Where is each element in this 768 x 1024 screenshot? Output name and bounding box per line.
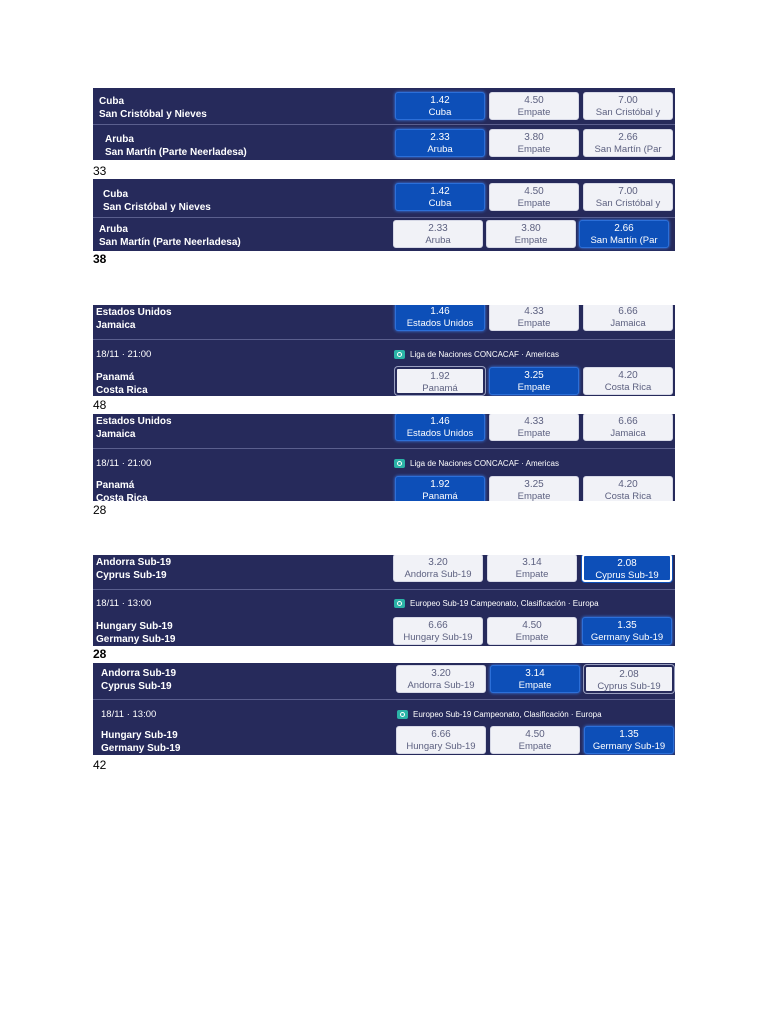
odd-button-away[interactable] [583, 414, 673, 441]
odd-button-away[interactable] [582, 617, 672, 645]
match-time: 18/11 · 13:00 [101, 709, 157, 720]
match-teams [103, 188, 211, 214]
odd-label: Costa Rica [604, 491, 652, 501]
odd-value: 2.66 [618, 132, 638, 143]
odd-value: 2.08 [619, 669, 639, 680]
match-row [93, 217, 675, 251]
odd-button-home[interactable] [395, 129, 485, 157]
odd-button-home[interactable] [396, 726, 486, 754]
match-teams [101, 729, 180, 755]
odd-label: Empate [517, 107, 551, 118]
odd-value: 3.25 [524, 479, 544, 490]
league-icon [394, 350, 405, 359]
odd-value: 1.92 [430, 479, 450, 490]
odd-value: 4.33 [524, 416, 544, 427]
match-teams [96, 479, 148, 501]
odd-value: 2.33 [428, 223, 448, 234]
odd-button-draw[interactable] [489, 183, 579, 211]
odd-button-home[interactable] [395, 92, 485, 120]
match-time: 18/11 · 21:00 [96, 349, 152, 360]
odd-button-draw[interactable] [487, 555, 577, 582]
odd-button-away[interactable] [583, 129, 673, 157]
odd-button-draw[interactable] [489, 305, 579, 331]
odd-label: Germany Sub-19 [592, 741, 666, 752]
match-time: 18/11 · 21:00 [96, 458, 152, 469]
odd-button-away[interactable] [583, 305, 673, 331]
odd-value: 4.50 [524, 95, 544, 106]
match-row [93, 88, 675, 124]
odd-button-draw[interactable] [486, 220, 576, 248]
match-row [93, 179, 675, 215]
odd-value: 4.20 [618, 370, 638, 381]
odd-label: Empate [517, 144, 551, 155]
odd-value: 3.80 [521, 223, 541, 234]
odd-value: 2.33 [430, 132, 450, 143]
caption: 42 [93, 758, 107, 772]
away-team: Cyprus Sub-19 [101, 681, 172, 692]
away-team: San Cristóbal y Nieves [99, 109, 207, 120]
odd-value: 4.33 [524, 306, 544, 317]
odd-value: 6.66 [428, 620, 448, 631]
odd-value: 3.20 [428, 557, 448, 568]
odd-value: 1.92 [430, 371, 450, 382]
odd-value: 1.42 [430, 95, 450, 106]
odd-label: Empate [514, 235, 548, 246]
away-team: Jamaica [96, 429, 136, 440]
match-teams [96, 556, 171, 582]
odd-label: Empate [515, 632, 549, 643]
odd-value: 7.00 [618, 95, 638, 106]
odd-button-home[interactable] [395, 476, 485, 501]
league-name: Europeo Sub-19 Campeonato, Clasificación · Europa [413, 710, 602, 719]
home-team: Andorra Sub-19 [101, 668, 177, 679]
odd-label: Hungary Sub-19 [403, 632, 473, 643]
odd-label: San Martín (Par [590, 235, 658, 246]
odd-value: 1.46 [430, 306, 450, 317]
odd-value: 4.50 [525, 729, 545, 740]
odd-button-away[interactable] [583, 183, 673, 211]
match-row [93, 339, 675, 396]
odd-value: 1.35 [619, 729, 639, 740]
odd-value: 1.42 [430, 186, 450, 197]
odd-label: San Cristóbal y [595, 198, 661, 209]
match-teams [96, 306, 172, 332]
odd-label: Germany Sub-19 [590, 632, 664, 643]
home-team: Cuba [103, 189, 128, 200]
caption: 38 [93, 252, 107, 266]
odd-button-home[interactable] [393, 617, 483, 645]
odd-label: Andorra Sub-19 [407, 680, 475, 691]
odd-button-draw[interactable] [487, 617, 577, 645]
match-teams [105, 133, 247, 159]
odd-value: 4.20 [618, 479, 638, 490]
home-team: Estados Unidos [96, 416, 172, 427]
league-name: Europeo Sub-19 Campeonato, Clasificación · Europa [410, 599, 599, 608]
match-row [93, 448, 675, 501]
match-teams [96, 371, 148, 396]
league-icon [394, 599, 405, 608]
odds-screenshot-3 [93, 305, 675, 396]
odd-label: Jamaica [610, 428, 646, 439]
odd-value: 2.08 [617, 558, 637, 569]
match-teams [96, 620, 175, 646]
odd-label: Costa Rica [604, 382, 652, 393]
odd-button-away[interactable] [584, 665, 674, 693]
odd-button-draw[interactable] [489, 367, 579, 395]
caption: 28 [93, 647, 107, 661]
match-row [93, 305, 675, 339]
odd-button-draw[interactable] [489, 414, 579, 441]
match-row [93, 124, 675, 160]
league-label [397, 710, 602, 719]
odd-label: Empate [517, 382, 551, 393]
match-row [93, 589, 675, 646]
odd-button-draw[interactable] [490, 726, 580, 754]
odd-value: 2.66 [614, 223, 634, 234]
home-team: Aruba [105, 134, 134, 145]
league-icon [394, 459, 405, 468]
odd-label: Estados Unidos [406, 318, 474, 329]
odd-label: San Cristóbal y [595, 107, 661, 118]
odd-label: Empate [515, 569, 549, 580]
odd-button-home[interactable] [395, 305, 485, 331]
odd-value: 6.66 [618, 306, 638, 317]
home-team: Aruba [99, 224, 128, 235]
odd-button-away[interactable] [582, 555, 672, 582]
odd-label: Cuba [428, 198, 452, 209]
home-team: Cuba [99, 96, 124, 107]
odd-button-away[interactable] [583, 476, 673, 501]
odd-button-home[interactable] [396, 665, 486, 693]
odd-label: Cyprus Sub-19 [595, 570, 659, 581]
home-team: Andorra Sub-19 [96, 557, 172, 568]
odd-button-away[interactable] [584, 726, 674, 754]
away-team: Jamaica [96, 320, 136, 331]
odds-screenshot-6 [93, 663, 675, 755]
home-team: Hungary Sub-19 [101, 730, 178, 741]
odds-screenshot-1 [93, 88, 675, 160]
match-teams [99, 95, 207, 121]
odd-label: Jamaica [610, 318, 646, 329]
odd-value: 3.25 [524, 370, 544, 381]
odd-value: 6.66 [618, 416, 638, 427]
odd-button-home[interactable] [393, 555, 483, 582]
away-team: San Martín (Parte Neerladesa) [105, 147, 247, 158]
league-label [394, 350, 559, 359]
odds-screenshot-2 [93, 179, 675, 251]
odd-label: Empate [517, 428, 551, 439]
odd-button-home[interactable] [395, 183, 485, 211]
odd-label: Empate [517, 491, 551, 501]
odd-value: 4.50 [522, 620, 542, 631]
odd-value: 3.20 [431, 668, 451, 679]
odd-label: San Martín (Par [594, 144, 662, 155]
match-row [93, 555, 675, 589]
away-team: Costa Rica [96, 493, 148, 501]
away-team: Costa Rica [96, 385, 148, 396]
odd-value: 3.14 [525, 668, 545, 679]
away-team: San Cristóbal y Nieves [103, 202, 211, 213]
odd-label: Empate [518, 741, 552, 752]
odd-label: Aruba [427, 144, 453, 155]
odd-value: 1.35 [617, 620, 637, 631]
home-team: Estados Unidos [96, 307, 172, 318]
odd-button-away[interactable] [579, 220, 669, 248]
odd-button-home[interactable] [395, 367, 485, 395]
odd-label: Cuba [428, 107, 452, 118]
league-label [394, 459, 559, 468]
odds-screenshot-5 [93, 555, 675, 646]
away-team: Germany Sub-19 [96, 634, 176, 645]
odd-button-draw[interactable] [489, 129, 579, 157]
odd-button-home[interactable] [393, 220, 483, 248]
odd-value: 3.14 [522, 557, 542, 568]
match-row [93, 663, 675, 699]
odd-value: 3.80 [524, 132, 544, 143]
league-name: Liga de Naciones CONCACAF · Americas [410, 459, 559, 468]
home-team: Hungary Sub-19 [96, 621, 173, 632]
odd-label: Hungary Sub-19 [406, 741, 476, 752]
away-team: San Martín (Parte Neerladesa) [99, 237, 241, 248]
odd-label: Panamá [422, 491, 458, 501]
odd-label: Empate [518, 680, 552, 691]
league-name: Liga de Naciones CONCACAF · Americas [410, 350, 559, 359]
odd-value: 4.50 [524, 186, 544, 197]
home-team: Panamá [96, 372, 135, 383]
odd-label: Empate [517, 318, 551, 329]
caption: 28 [93, 503, 107, 517]
league-label [394, 599, 599, 608]
match-teams [99, 223, 241, 249]
odd-label: Estados Unidos [406, 428, 474, 439]
odd-value: 7.00 [618, 186, 638, 197]
match-time: 18/11 · 13:00 [96, 598, 152, 609]
odd-button-away[interactable] [583, 367, 673, 395]
odds-screenshot-4 [93, 414, 675, 501]
odd-label: Empate [517, 198, 551, 209]
odd-button-draw[interactable] [489, 92, 579, 120]
odd-value: 1.46 [430, 416, 450, 427]
odd-label: Aruba [425, 235, 451, 246]
odd-button-away[interactable] [583, 92, 673, 120]
league-icon [397, 710, 408, 719]
match-teams [96, 415, 172, 441]
home-team: Panamá [96, 480, 135, 491]
caption: 33 [93, 164, 107, 178]
odd-button-home[interactable] [395, 414, 485, 441]
caption: 48 [93, 398, 107, 412]
match-row [93, 699, 675, 755]
away-team: Cyprus Sub-19 [96, 570, 167, 581]
odd-button-draw[interactable] [489, 476, 579, 501]
away-team: Germany Sub-19 [101, 743, 181, 754]
odd-label: Panamá [422, 383, 458, 394]
odd-button-draw[interactable] [490, 665, 580, 693]
match-row [93, 414, 675, 448]
match-teams [101, 667, 176, 693]
odd-label: Andorra Sub-19 [404, 569, 472, 580]
odd-label: Cyprus Sub-19 [597, 681, 661, 692]
odd-value: 6.66 [431, 729, 451, 740]
